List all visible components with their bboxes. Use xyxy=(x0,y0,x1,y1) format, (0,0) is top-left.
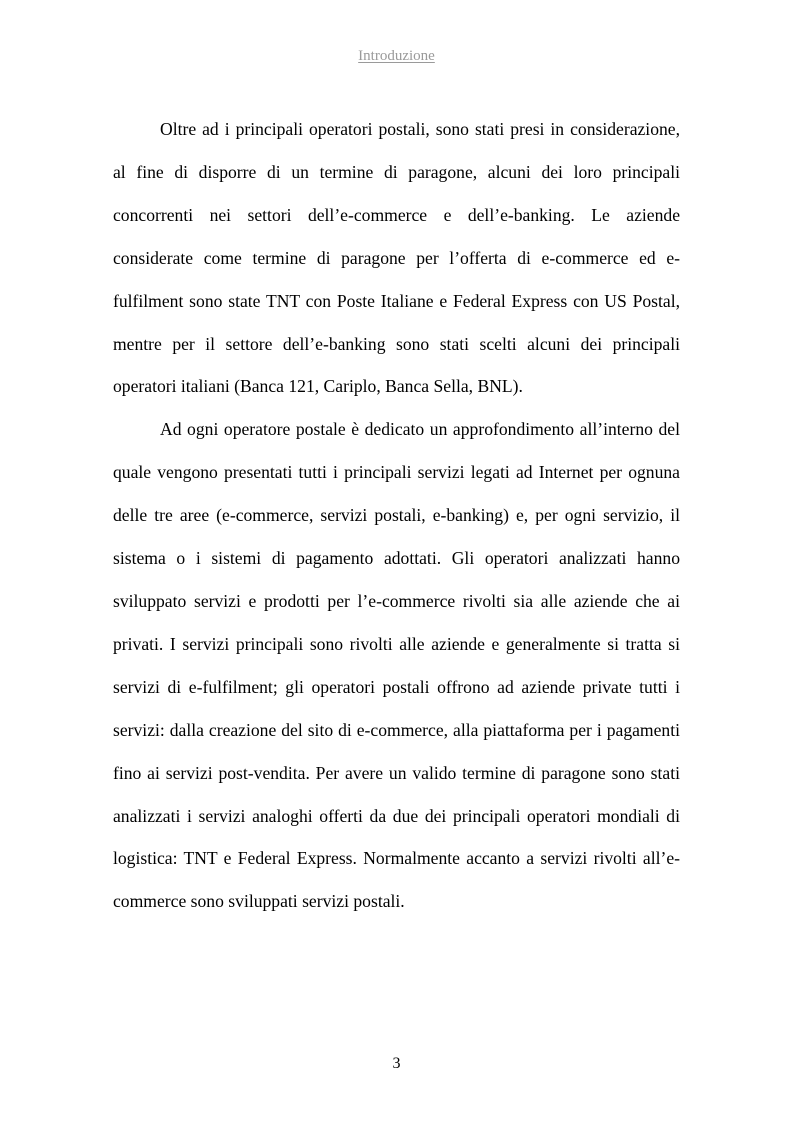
page-header-title: Introduzione xyxy=(358,48,435,64)
body-text xyxy=(113,108,680,923)
paragraph: Oltre ad i principali operatori postali, sono stati presi in considerazione, al fine di disporre di un termine di paragone, alcuni dei loro principali concorrenti nei settori dell’e-commerce e dell’e-banking. Le aziende considerate come termine di paragone per l’offerta di e-commerce ed e-fulfilment sono state TNT con Poste Italiane e Federal Express con US Postal, mentre per il settore dell’e-banking sono stati scelti alcuni dei principali operatori italiani (Banca 121, Cariplo, Banca Sella, BNL). xyxy=(113,119,680,397)
page-number: 3 xyxy=(392,1055,401,1072)
paragraph: Ad ogni operatore postale è dedicato un approfondimento all’interno del quale vengono presentati tutti i principali servizi legati ad Internet per ognuna delle tre aree (e-commerce, servizi postali, e-banking) e, per ogni servizio, il sistema o i sistemi di pagamento adottati. Gli operatori analizzati hanno sviluppato servizi e prodotti per l’e-commerce rivolti sia alle aziende che ai privati. I servizi principali sono rivolti alle aziende e generalmente si tratta si servizi di e-fulfilment; gli operatori postali offrono ad aziende private tutti i servizi: dalla creazione del sito di e-commerce, alla piattaforma per i pagamenti fino ai servizi post-vendita. Per avere un valido termine di paragone sono stati analizzati i servizi analoghi offerti da due dei principali operatori mondiali di logistica: TNT e Federal Express. Normalmente accanto a servizi rivolti all’e-commerce sono sviluppati servizi postali. xyxy=(113,419,680,912)
